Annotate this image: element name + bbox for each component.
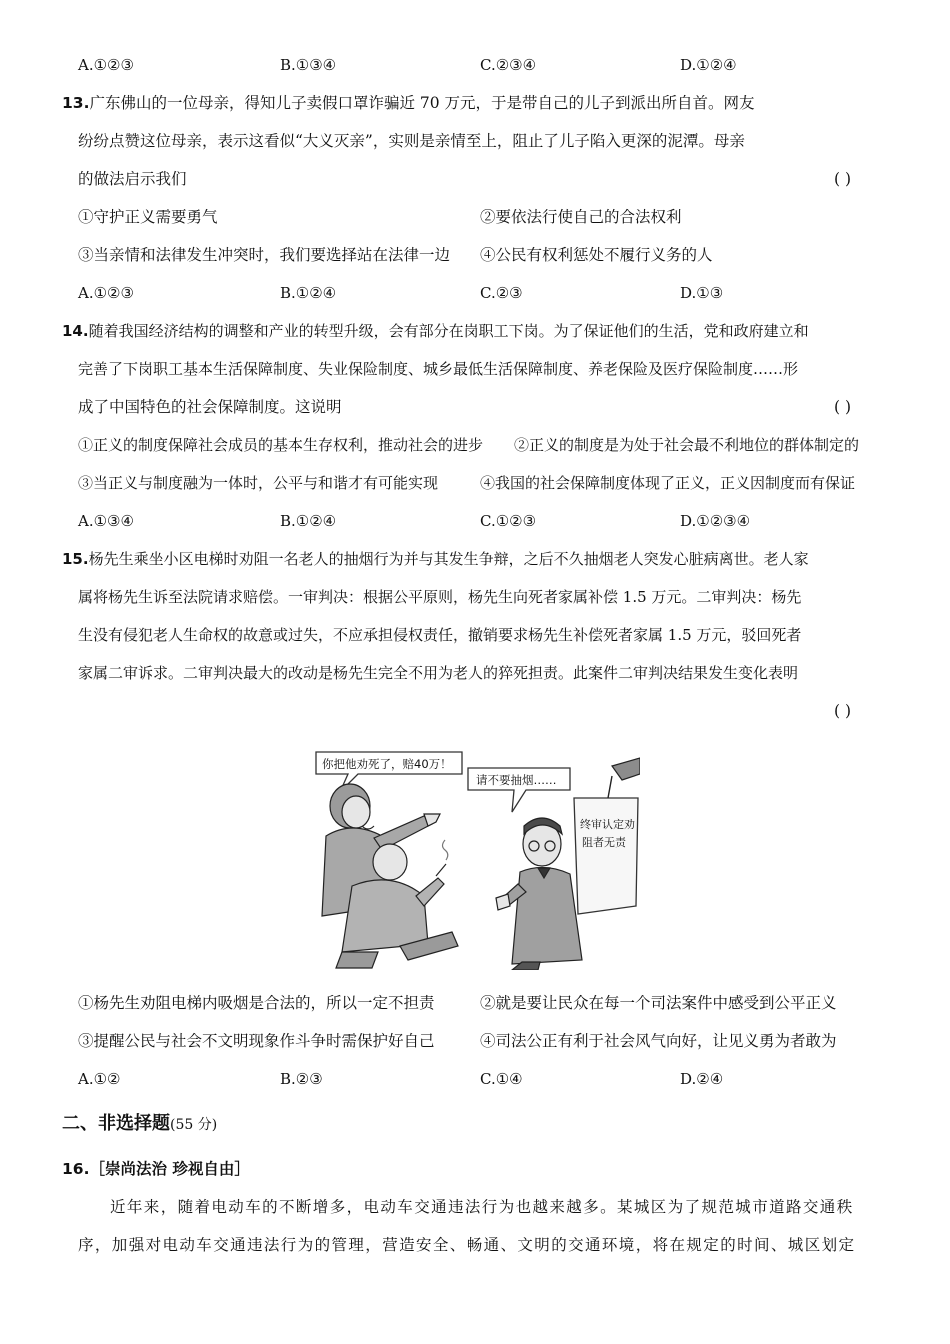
- q14-answer-blank: ( ): [834, 398, 852, 416]
- q15-option-c: C.①④: [480, 1070, 523, 1088]
- option-d: D.①②④: [680, 56, 737, 74]
- q14-line-3: 成了中国特色的社会保障制度。这说明: [78, 398, 342, 416]
- q15-statement-1: ①杨先生劝阻电梯内吸烟是合法的，所以一定不担责: [78, 994, 435, 1012]
- q15-option-a: A.①②: [78, 1070, 121, 1088]
- q15-statement-3: ③提醒公民与社会不文明现象作斗争时需保护好自己: [78, 1032, 435, 1050]
- q13-statement-1: ①守护正义需要勇气: [78, 208, 218, 226]
- q13-option-c: C.②③: [480, 284, 523, 302]
- q15-answer-blank: ( ): [834, 702, 852, 720]
- q15-statement-4: ④司法公正有利于社会风气向好，让见义勇为者敢为: [480, 1032, 837, 1050]
- q15-line-3: 生没有侵犯老人生命权的故意或过失，不应承担侵权责任，撤销要求杨先生补偿死者家属 1.5 万元，驳回死者: [78, 626, 802, 644]
- q14-statement-4: ④我国的社会保障制度体现了正义，正义因制度而有保证: [480, 474, 856, 492]
- q13-number: 13.: [62, 94, 90, 112]
- q13-statement-4: ④公民有权利惩处不履行义务的人: [480, 246, 713, 264]
- q14-number: 14.: [62, 322, 89, 340]
- section-2-score: (55 分): [170, 1117, 218, 1133]
- q13-line-1: 13.广东佛山的一位母亲，得知儿子卖假口罩诈骗近 70 万元，于是带自己的儿子到派出所自首。网友: [62, 94, 755, 112]
- bubble-left-text: 你把他劝死了，赔40万！: [322, 757, 452, 771]
- q15-cartoon: [312, 746, 640, 970]
- q14-option-a: A.①③④: [78, 512, 134, 530]
- option-a: A.①②③: [78, 56, 134, 74]
- bubble-right-text: 请不要抽烟……: [476, 773, 557, 787]
- q16-heading: 16.［崇尚法治 珍视自由］: [62, 1159, 250, 1178]
- q15-statement-2: ②就是要让民众在每一个司法案件中感受到公平正义: [480, 994, 837, 1012]
- q15-line-4: 家属二审诉求。二审判决最大的改动是杨先生完全不用为老人的猝死担责。此案件二审判决结果发生变化表明: [78, 664, 799, 682]
- q13-statement-2: ②要依法行使自己的合法权利: [480, 208, 682, 226]
- option-c: C.②③④: [480, 56, 537, 74]
- q16-number: 16.: [62, 1160, 90, 1178]
- sign-text-line-1: 终审认定劝: [580, 818, 635, 831]
- option-b: B.①③④: [280, 56, 337, 74]
- q15-option-d: D.②④: [680, 1070, 724, 1088]
- q13-statement-3: ③当亲情和法律发生冲突时，我们要选择站在法律一边: [78, 246, 451, 264]
- q14-statement-2: ②正义的制度是为处于社会最不利地位的群体制定的: [514, 436, 860, 454]
- q14-statement-3: ③当正义与制度融为一体时，公平与和谐才有可能实现: [78, 474, 439, 492]
- q14-option-b: B.①②④: [280, 512, 337, 530]
- q13-line-3: 的做法启示我们: [78, 170, 187, 188]
- q14-option-c: C.①②③: [480, 512, 537, 530]
- q13-option-d: D.①③: [680, 284, 724, 302]
- q15-option-b: B.②③: [280, 1070, 323, 1088]
- q14-line-2: 完善了下岗职工基本生活保障制度、失业保险制度、城乡最低生活保障制度、养老保险及医疗保险制度……形: [78, 360, 799, 378]
- q13-line-2: 纷纷点赞这位母亲，表示这看似“大义灭亲”，实则是亲情至上，阻止了儿子陷入更深的泥潭。母亲: [78, 132, 745, 150]
- q13-option-a: A.①②③: [78, 284, 134, 302]
- sign-text-line-2: 阻者无责: [582, 836, 626, 849]
- q13-option-b: B.①②④: [280, 284, 337, 302]
- q13-answer-blank: ( ): [834, 170, 852, 188]
- q16-line-2: 序，加强对电动车交通违法行为的管理，营造安全、畅通、文明的交通环境，将在规定的时间、城区划定: [78, 1236, 856, 1254]
- q14-option-d: D.①②③④: [680, 512, 751, 530]
- q14-statement-1: ①正义的制度保障社会成员的基本生存权利，推动社会的进步: [78, 436, 484, 454]
- section-2-heading: 二、非选择题(55 分): [62, 1113, 218, 1134]
- q15-line-1: 15.杨先生乘坐小区电梯时劝阻一名老人的抽烟行为并与其发生争辩，之后不久抽烟老人突发心脏病离世。老人家: [62, 550, 809, 568]
- q16-line-1: 近年来，随着电动车的不断增多，电动车交通违法行为也越来越多。某城区为了规范城市道路交通秩: [110, 1198, 854, 1216]
- q14-line-1: 14.随着我国经济结构的调整和产业的转型升级，会有部分在岗职工下岗。为了保证他们的生活，党和政府建立和: [62, 322, 809, 340]
- q15-line-2: 属将杨先生诉至法院请求赔偿。一审判决：根据公平原则，杨先生向死者家属补偿 1.5 万元。二审判决：杨先: [78, 588, 802, 606]
- q15-number: 15.: [62, 550, 89, 568]
